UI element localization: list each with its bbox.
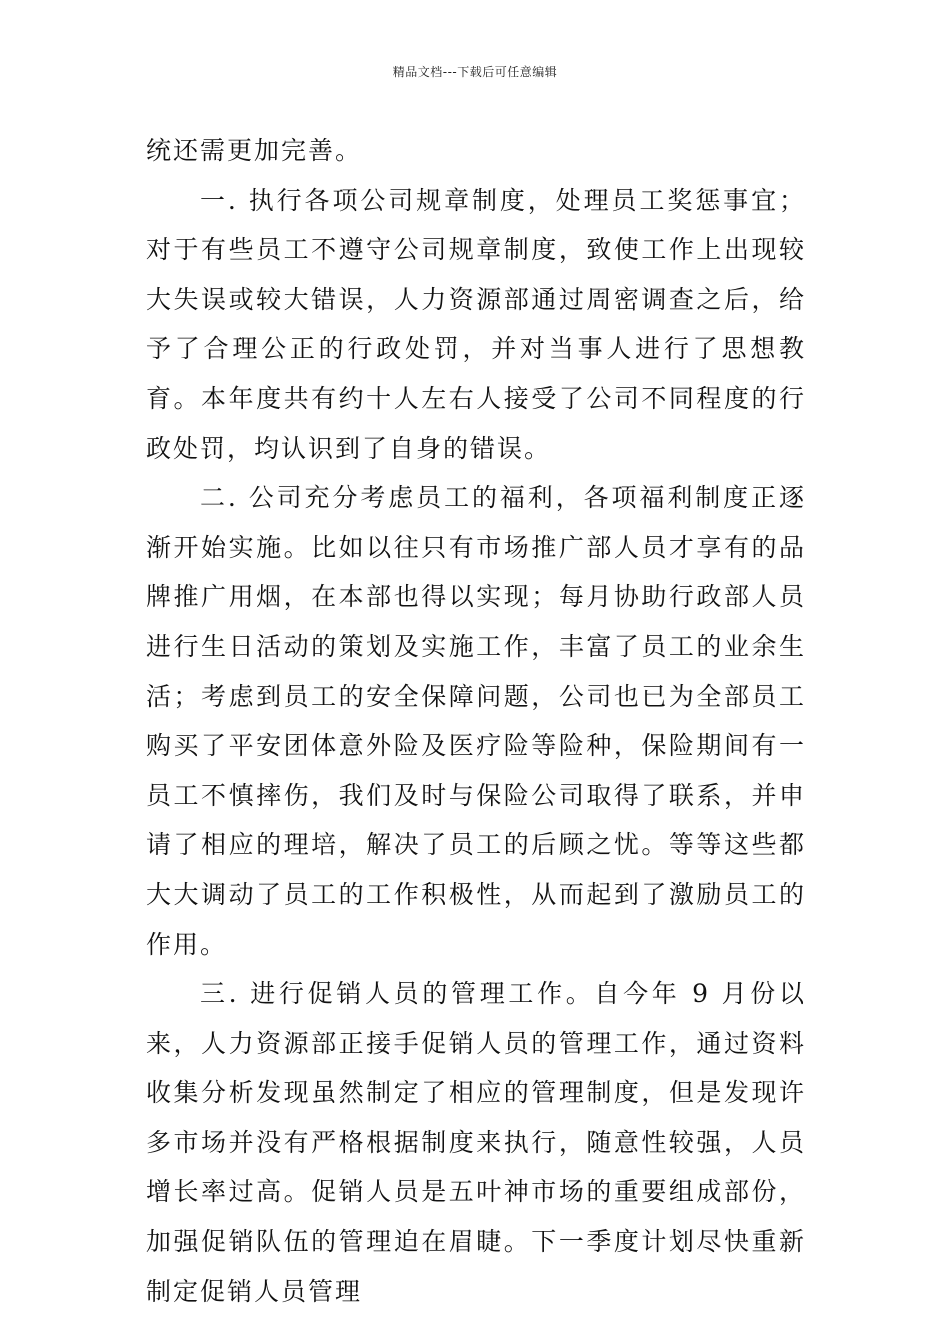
paragraph-section-3: 三. 进行促销人员的管理工作。自今年 9 月份以来，人力资源部正接手促销人员的管理工作，通过资料收集分析发现虽然制定了相应的管理制度，但是发现许多市场并没有严格根据制度来执行，随意性较强，人员增长率过高。促销人员是五叶神市场的重要组成部份，加强促销队伍的管理迫在眉睫。下一季度计划尽快重新制定促销人员管理: [146, 979, 806, 1306]
document-body: [146, 126, 806, 1316]
paragraph-section-1: 一. 执行各项公司规章制度，处理员工奖惩事宜；对于有些员工不遵守公司规章制度，致使工作上出现较大失误或较大错误，人力资源部通过周密调查之后，给予了合理公正的行政处罚，并对当事人进行了思想教育。本年度共有约十人左右人接受了公司不同程度的行政处罚，均认识到了自身的错误。: [146, 185, 806, 463]
paragraph-section-2: 二. 公司充分考虑员工的福利，各项福利制度正逐渐开始实施。比如以往只有市场推广部人员才享有的品牌推广用烟，在本部也得以实现；每月协助行政部人员进行生日活动的策划及实施工作，丰富了员工的业余生活；考虑到员工的安全保障问题，公司也已为全部员工购买了平安团体意外险及医疗险等险种，保险期间有一员工不慎摔伤，我们及时与保险公司取得了联系，并申请了相应的理培，解决了员工的后顾之忧。等等这些都大大调动了员工的工作积极性，从而起到了激励员工的作用。: [146, 483, 806, 959]
page-header: 精品文档---下载后可任意编辑: [392, 65, 558, 79]
paragraph-continuation: 统还需更加完善。: [146, 136, 363, 165]
